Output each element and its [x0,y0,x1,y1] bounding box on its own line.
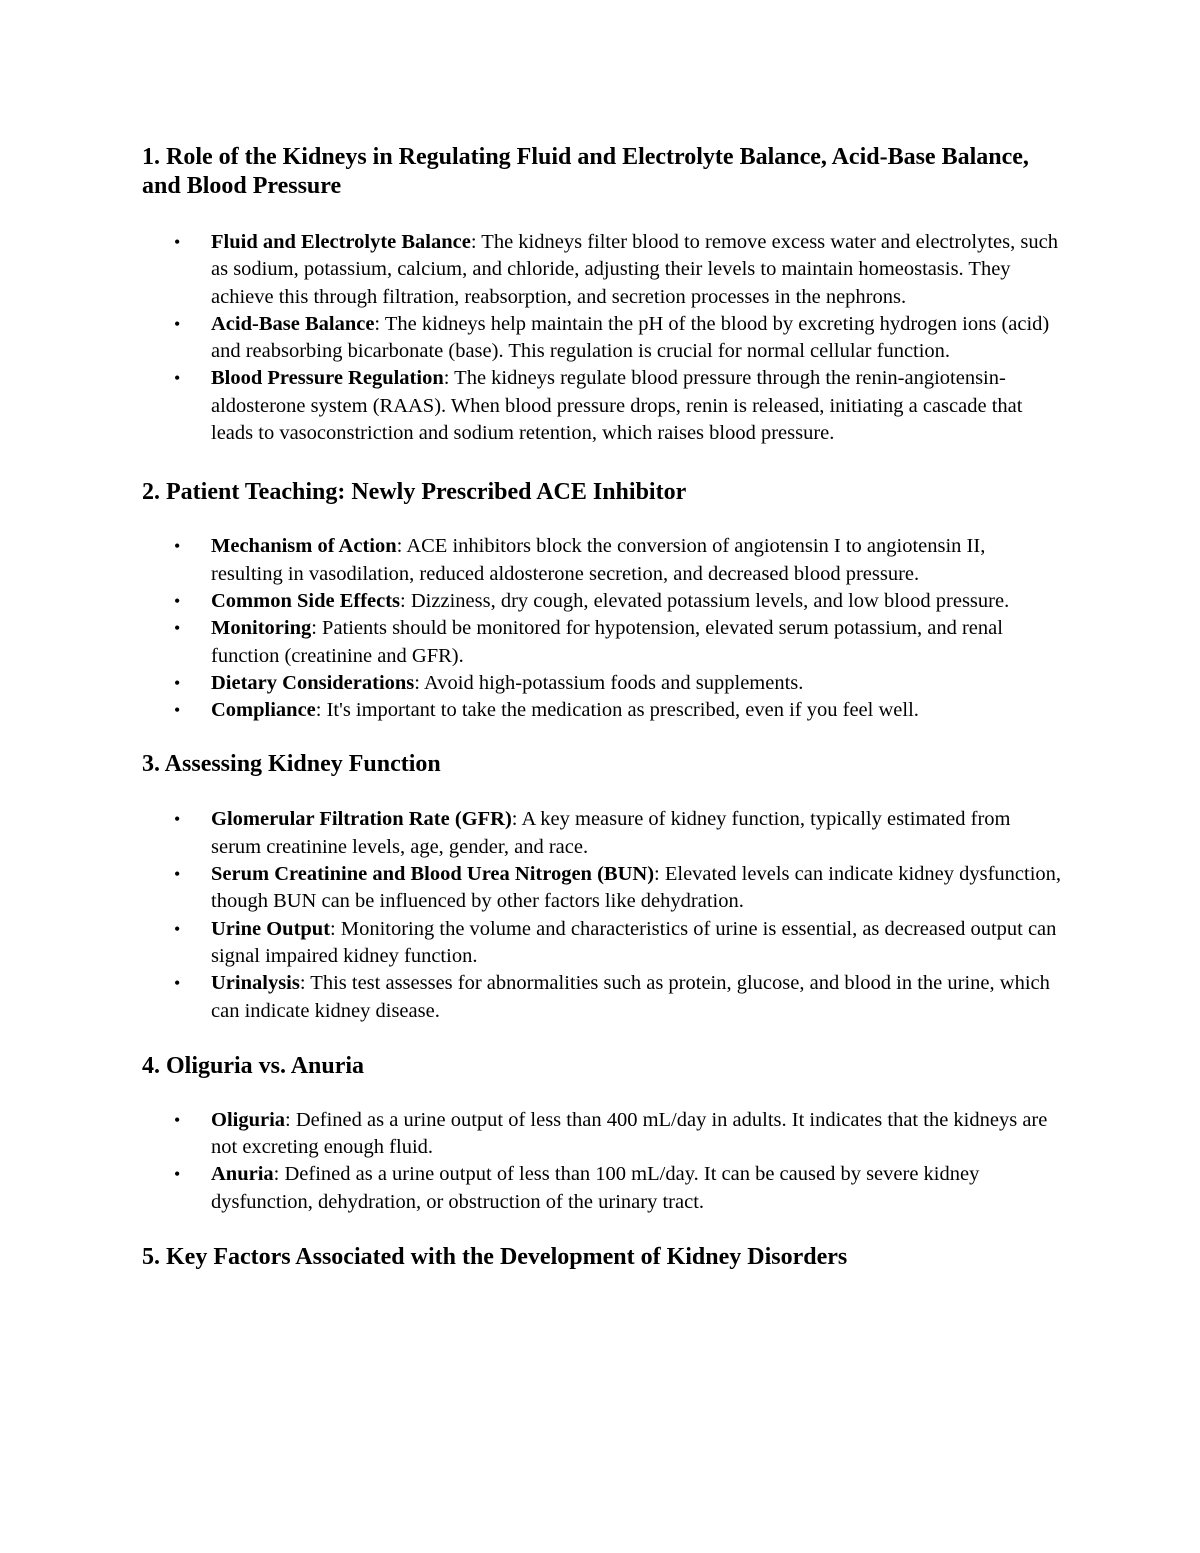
item-text: : Monitoring the volume and characteristics of urine is essential, as decreased output can signal impaired kidney function. [211,917,1057,967]
item-term: Anuria [211,1163,274,1186]
list-item [142,229,1062,311]
bullet-icon: • [174,232,181,252]
item-term: Glomerular Filtration Rate (GFR) [211,808,512,831]
list-item [142,806,1062,861]
list-item [142,1161,1062,1216]
item-term: Blood Pressure Regulation [211,367,444,390]
item-text: : Dizziness, dry cough, elevated potassium levels, and low blood pressure. [400,589,1010,612]
item-text: : Elevated levels can indicate kidney dysfunction, though BUN can be influenced by other factors like dehydration. [211,863,1062,913]
bullet-list-oliguria-anuria [142,1107,1062,1216]
item-text: : ACE inhibitors block the conversion of angiotensin I to angiotensin II, resulting in vasodilation, reduced aldosterone secretion, and decreased blood pressure. [211,535,986,585]
item-term: Acid-Base Balance [211,312,375,335]
section-heading-kidney-roles: 1. Role of the Kidneys in Regulating Fluid and Electrolyte Balance, Acid-Base Balance, and Blood Pressure [142,144,1029,199]
item-text: : A key measure of kidney function, typically estimated from serum creatinine levels, age, gender, and race. [211,808,1011,858]
list-item [142,970,1062,1025]
bullet-icon: • [174,618,181,639]
bullet-icon: • [174,368,181,389]
item-term: Monitoring [211,617,312,640]
list-item [142,533,1062,588]
bullet-list-kidney-function [142,806,1062,1024]
section-heading-kidney-function: 3. Assessing Kidney Function [142,751,441,778]
bullet-icon: • [174,700,181,721]
item-text: : The kidneys help maintain the pH of the blood by excreting hydrogen ions (acid) and reabsorbing bicarbonate (base). This regulation is crucial for normal cellular function. [211,312,1050,363]
list-item [142,1107,1062,1162]
item-term: Urinalysis [211,972,300,995]
bullet-icon: • [174,918,181,939]
item-text: : Defined as a urine output of less than 400 mL/day in adults. It indicates that the kidneys are not excreting enough fluid. [211,1108,1048,1159]
item-term: Serum Creatinine and Blood Urea Nitrogen (BUN) [211,863,655,886]
item-term: Oliguria [211,1108,286,1131]
bullet-icon: • [174,1164,181,1185]
item-term: Compliance [211,699,316,722]
bullet-icon: • [174,313,181,334]
bullet-list-kidney-roles [142,229,1062,447]
item-term: Urine Output [211,917,331,940]
list-item [142,365,1062,447]
bullet-list-ace-inhibitor [142,533,1062,724]
list-item [142,588,1062,615]
list-item [142,615,1062,670]
bullet-icon: • [174,864,181,885]
bullet-icon: • [174,536,181,557]
bullet-icon: • [174,809,181,830]
item-text: : The kidneys regulate blood pressure through the renin-angiotensin-aldosterone system (RAAS). When blood pressure drops, renin is released, initiating a cascade that leads to vasoconstriction and sodium retention, which raises blood pressure. [211,367,1023,445]
section-heading-oliguria-anuria: 4. Oliguria vs. Anuria [142,1052,365,1079]
list-item [142,311,1062,366]
bullet-icon: • [174,590,181,611]
item-text: : Patients should be monitored for hypotension, elevated serum potassium, and renal function (creatinine and GFR). [211,617,1003,667]
list-item [142,916,1062,971]
item-term: Dietary Considerations [211,671,415,694]
item-text: : Defined as a urine output of less than 100 mL/day. It can be caused by severe kidney dysfunction, dehydration, or obstruction of the urinary tract. [211,1163,980,1213]
item-text: : Avoid high-potassium foods and supplements. [414,671,804,694]
item-text: : The kidneys filter blood to remove excess water and electrolytes, such as sodium, potassium, calcium, and chloride, adjusting their levels to maintain homeostasis. They achieve this through filtration, reabsorption, and secretion processes in the nephrons. [211,231,1058,308]
section-heading-kidney-disorder-factors: 5. Key Factors Associated with the Development of Kidney Disorders [142,1244,848,1271]
item-term: Fluid and Electrolyte Balance [211,231,471,253]
bullet-icon: • [174,973,181,994]
item-text: : This test assesses for abnormalities such as protein, glucose, and blood in the urine, which can indicate kidney disease. [211,972,1050,1022]
list-item [142,697,1062,724]
section-heading-ace-inhibitor: 2. Patient Teaching: Newly Prescribed ACE Inhibitor [142,479,687,506]
item-text: : It's important to take the medication as prescribed, even if you feel well. [315,699,919,722]
item-term: Mechanism of Action [211,535,397,558]
document-body [142,143,1062,1272]
list-item [142,861,1062,916]
bullet-icon: • [174,1109,181,1130]
item-term: Common Side Effects [211,589,401,612]
bullet-icon: • [174,672,181,693]
list-item [142,670,1062,697]
